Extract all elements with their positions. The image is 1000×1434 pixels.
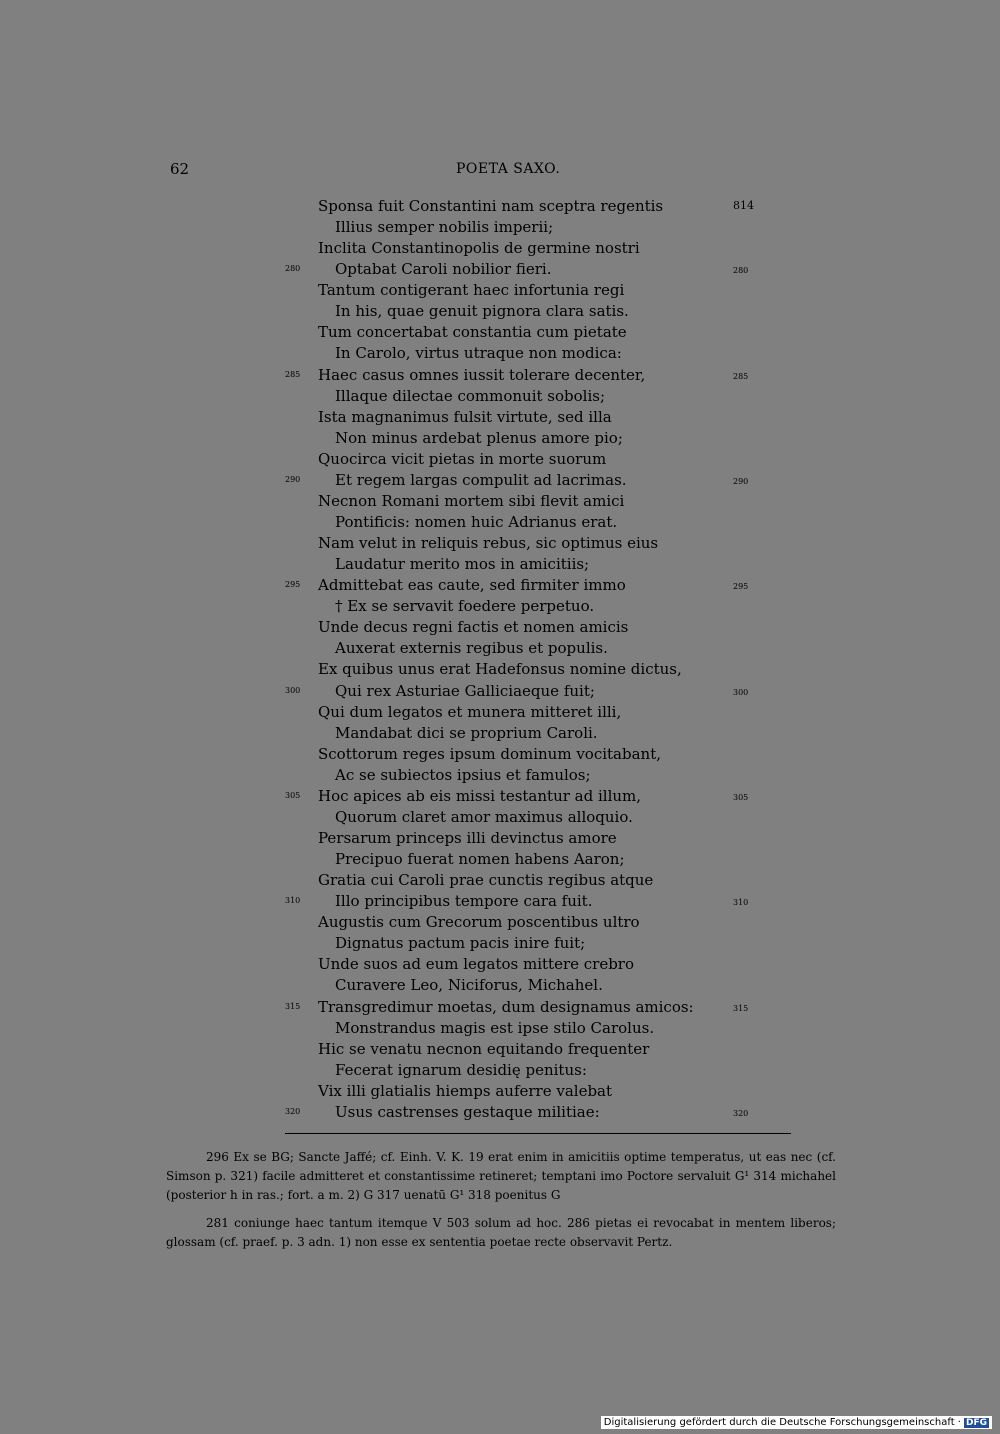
verse-line: In his, quae genuit pignora clara satis.: [335, 302, 629, 320]
line-number: 305: [285, 791, 301, 800]
footer-credit: [601, 1416, 992, 1429]
verse-line: Quorum claret amor maximus alloquio.: [335, 808, 633, 826]
verse-line: Scottorum reges ipsum dominum vocitabant,: [318, 745, 662, 763]
verse-line: Illaque dilectae commonuit sobolis;: [335, 387, 605, 405]
line-number: 310: [285, 896, 301, 905]
verse-line: Unde suos ad eum legatos mittere crebro: [318, 955, 635, 973]
verse-line: Persarum princeps illi devinctus amore: [318, 829, 617, 847]
line-number: 295: [285, 580, 301, 589]
verse-line: Optabat Caroli nobilior fieri.: [335, 260, 552, 278]
verse-line: Et regem largas compulit ad lacrimas.: [335, 471, 627, 489]
verse-line: Vix illi glatialis hiemps auferre valebat: [318, 1082, 613, 1100]
dfg-logo: DFG: [965, 1417, 987, 1428]
verse-line: Monstrandus magis est ipse stilo Carolus.: [335, 1019, 655, 1037]
verse-line: Admittebat eas caute, sed firmiter immo: [318, 576, 626, 594]
verse-line: Inclita Constantinopolis de germine nostri: [318, 239, 640, 257]
page-number: 62: [170, 160, 190, 178]
line-number: 300: [285, 686, 301, 695]
verse-line: Tantum contigerant haec infortunia regi: [318, 281, 625, 299]
verse-line: Quocirca vicit pietas in morte suorum: [318, 450, 607, 468]
footnote-rule: [285, 1133, 791, 1134]
line-number: 315: [285, 1002, 301, 1011]
line-number: 290: [733, 477, 749, 486]
verse-line: Non minus ardebat plenus amore pio;: [335, 429, 623, 447]
verse-line: Hoc apices ab eis missi testantur ad illum,: [318, 787, 642, 805]
line-number: 285: [285, 370, 301, 379]
verse-line: Dignatus pactum pacis inire fuit;: [335, 934, 586, 952]
verse-line: Augustis cum Grecorum poscentibus ultro: [318, 913, 640, 931]
verse-line: Haec casus omnes iussit tolerare decenter,: [318, 366, 646, 384]
line-number: 814: [733, 199, 754, 212]
verse-line: Illo principibus tempore cara fuit.: [335, 892, 593, 910]
verse-line: Sponsa fuit Constantini nam sceptra regentis: [318, 197, 664, 215]
verse-line: Nam velut in reliquis rebus, sic optimus eius: [318, 534, 659, 552]
line-number: 315: [733, 1004, 749, 1013]
verse-line: Ista magnanimus fulsit virtute, sed illa: [318, 408, 612, 426]
verse-line: Usus castrenses gestaque militiae:: [335, 1103, 600, 1121]
verse-line: Hic se venatu necnon equitando frequenter: [318, 1040, 650, 1058]
running-title: POETA SAXO.: [456, 161, 561, 177]
line-number: 320: [733, 1109, 749, 1118]
apparatus-notes: [166, 1148, 836, 1205]
verse-line: Mandabat dici se proprium Caroli.: [335, 724, 598, 742]
note-paragraph: 296 Ex se BG; Sancte Jaffé; cf. Einh. V. K. 19 erat enim in amicitiis optime temperatus, ut eas nec (cf. Simson p. 321) facile admitteret et constantissime retineret; temptani imo Poctore servaluit G¹ 314 michahel (posterior h in ras.; fort. a m. 2) G 317 uenatū G¹ 318 poenitus G: [166, 1150, 836, 1202]
line-number: 295: [733, 582, 749, 591]
commentary-notes: [166, 1214, 836, 1252]
verse-line: Necnon Romani mortem sibi flevit amici: [318, 492, 625, 510]
line-number: 300: [733, 688, 749, 697]
verse-line: Auxerat externis regibus et populis.: [335, 639, 608, 657]
verse-line: Illius semper nobilis imperii;: [335, 218, 554, 236]
verse-line: Qui dum legatos et munera mitteret illi,: [318, 703, 622, 721]
note-paragraph: 281 coniunge haec tantum itemque V 503 solum ad hoc. 286 pietas ei revocabat in mentem liberos; glossam (cf. praef. p. 3 adn. 1) non esse ex sententia poetae recte observavit Pertz.: [166, 1216, 836, 1249]
verse-line: Gratia cui Caroli prae cunctis regibus atque: [318, 871, 654, 889]
line-number: 285: [733, 372, 749, 381]
line-number: 280: [285, 264, 301, 273]
verse-line: Ex quibus unus erat Hadefonsus nomine dictus,: [318, 660, 682, 678]
verse-line: Precipuo fuerat nomen habens Aaron;: [335, 850, 625, 868]
verse-line: Qui rex Asturiae Galliciaeque fuit;: [335, 682, 595, 700]
verse-line: Ac se subiectos ipsius et famulos;: [335, 766, 591, 784]
verse-line: Pontificis: nomen huic Adrianus erat.: [335, 513, 618, 531]
verse-line: Transgredimur moetas, dum designamus amicos:: [318, 998, 694, 1016]
verse-line: Fecerat ignarum desidię penitus:: [335, 1061, 587, 1079]
line-number: 280: [733, 266, 749, 275]
line-number: 305: [733, 793, 749, 802]
verse-line: Laudatur merito mos in amicitiis;: [335, 555, 590, 573]
footer-text: Digitalisierung gefördert durch die Deutsche Forschungsgemeinschaft ·: [603, 1417, 961, 1428]
line-number: 320: [285, 1107, 301, 1116]
verse-line: Curavere Leo, Niciforus, Michahel.: [335, 976, 603, 994]
verse-line: In Carolo, virtus utraque non modica:: [335, 344, 622, 362]
line-number: 310: [733, 898, 749, 907]
verse-line: Unde decus regni factis et nomen amicis: [318, 618, 629, 636]
verse-line: Tum concertabat constantia cum pietate: [318, 323, 627, 341]
line-number: 290: [285, 475, 301, 484]
verse-line: † Ex se servavit foedere perpetuo.: [335, 597, 595, 615]
